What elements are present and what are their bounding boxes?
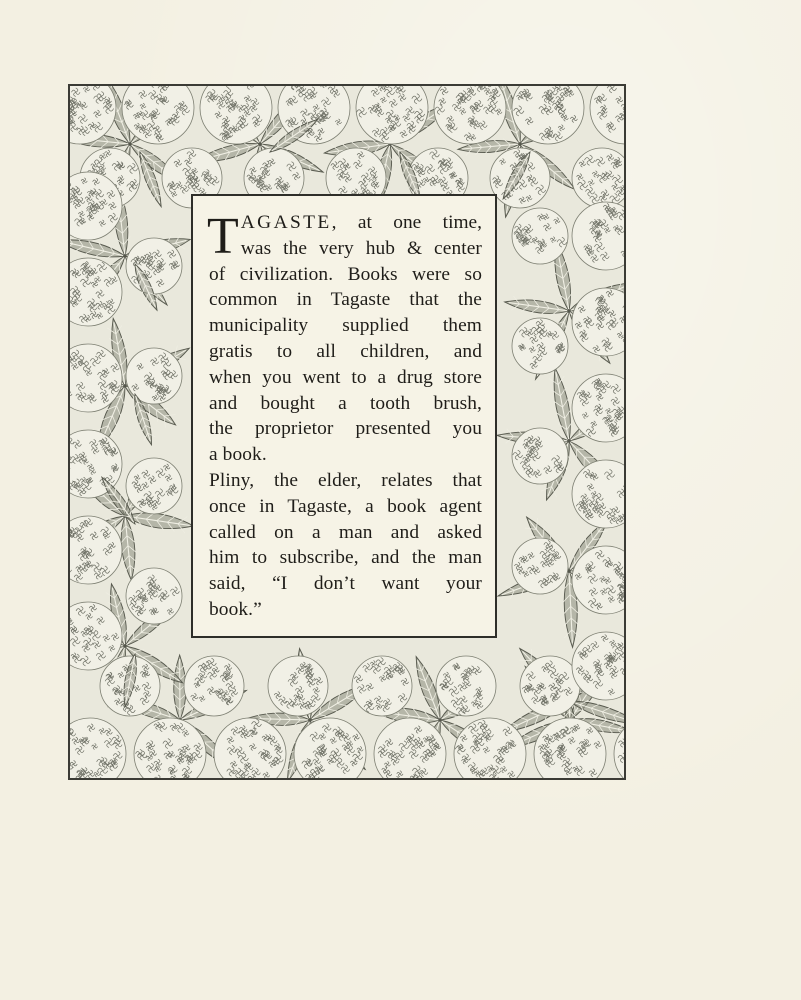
drop-cap: T: [207, 208, 239, 265]
flower-cluster: [512, 538, 568, 594]
text-line: once in Tagaste, a book agent: [209, 495, 482, 517]
text-line: a book.: [209, 444, 267, 466]
text-line: book.”: [209, 598, 262, 620]
first-line: [209, 210, 482, 236]
text-line: the proprietor presented you: [209, 418, 482, 440]
paragraph-2: [209, 468, 482, 623]
text-line: gratis to all children, and: [209, 340, 482, 362]
text-panel: [191, 194, 497, 638]
text-line: him to subscribe, and the man: [209, 547, 482, 569]
text-line: Pliny, the elder, relates that: [209, 469, 482, 491]
text-line: municipality supplied them: [209, 315, 482, 337]
text-line: common in Tagaste that the: [209, 289, 482, 311]
paragraph-1: [209, 210, 482, 468]
flower-cluster: [126, 348, 182, 404]
text-line: called on a man and asked: [209, 521, 482, 543]
opening-word: AGASTE: [240, 212, 332, 233]
text-line: , at one time,: [331, 212, 482, 233]
flower-cluster: [268, 656, 328, 716]
text-line: was the very hub & center: [240, 237, 482, 259]
text-line: when you went to a drug store: [209, 366, 482, 388]
text-line: said, “I don’t want your: [209, 573, 482, 595]
text-line: of civilization. Books were so: [209, 263, 482, 285]
text-line: and bought a tooth brush,: [209, 392, 482, 414]
